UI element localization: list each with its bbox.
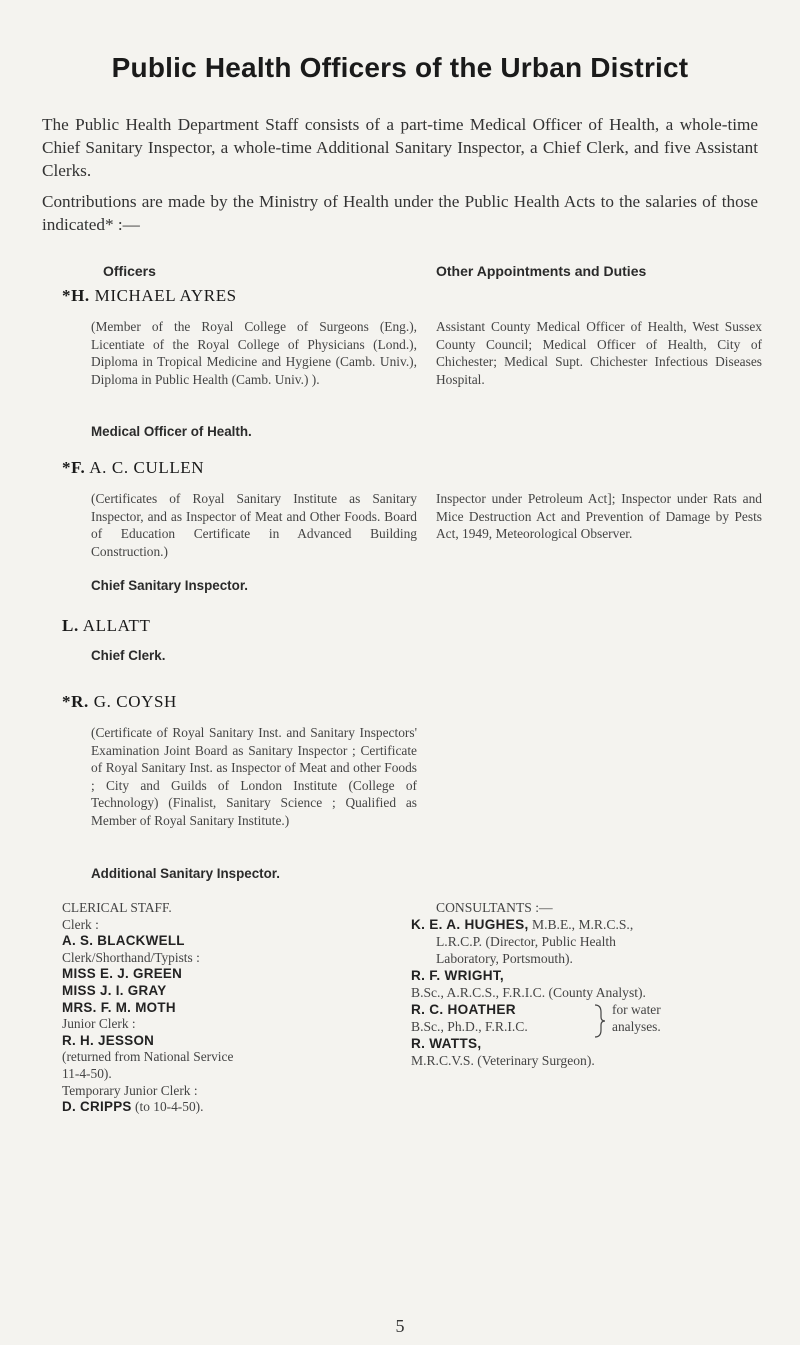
- officer-other-duties: Assistant County Medical Officer of Health, West Sussex County Council; Medical Officer of Health, City of Chichester; Medical Supt. Chichester Infectious Diseases Hospital.: [436, 319, 762, 387]
- clerical-name: MISS J. I. GRAY: [62, 982, 167, 998]
- brace-note: for water: [612, 1002, 661, 1017]
- officer-mark: L.: [62, 616, 79, 635]
- clerical-heading: CLERICAL STAFF.: [62, 900, 172, 915]
- clerical-line: (returned from National Service: [62, 1049, 234, 1065]
- clerical-name: D. CRIPPS: [62, 1099, 132, 1115]
- consultant-hoather: [411, 1002, 516, 1019]
- officer-name: [62, 458, 204, 478]
- consultant-quals: M.B.E., M.R.C.S.,: [532, 917, 634, 932]
- clerical-last-line: [62, 1099, 362, 1116]
- officers-column-heading: Officers: [103, 263, 156, 279]
- officer-name: [62, 286, 237, 306]
- consultant-wright: [411, 968, 504, 985]
- consultant-detail: M.R.C.V.S. (Veterinary Surgeon).: [411, 1053, 595, 1068]
- consultant-detail: B.Sc., Ph.D., F.R.I.C.: [411, 1019, 528, 1034]
- brace-icon: [592, 1004, 608, 1038]
- consultant-name: K. E. A. HUGHES,: [411, 917, 529, 932]
- consultant-detail: B.Sc., A.R.C.S., F.R.I.C. (County Analyst).: [411, 985, 646, 1000]
- consultant-name: R. WATTS,: [411, 1036, 482, 1051]
- consultants-heading: CONSULTANTS :—: [436, 900, 553, 915]
- officer-role: Additional Sanitary Inspector.: [91, 866, 280, 881]
- consultant-hughes: [411, 917, 633, 934]
- officer-name: [62, 616, 151, 636]
- officer-mark: *H.: [62, 286, 90, 305]
- officer-mark: *F.: [62, 458, 86, 477]
- brace-note: analyses.: [612, 1019, 661, 1034]
- officer-qualifications: (Member of the Royal College of Surgeons (Eng.), Licentiate of the Royal College of Physicians (Lond.), Diploma in Tropical Medicine and Hygiene (Camb. Univ.), Diploma in Public Health (Camb. Univ.) ).: [91, 319, 417, 387]
- page-title: Public Health Officers of the Urban District: [111, 52, 689, 83]
- clerical-line: Junior Clerk :: [62, 1016, 136, 1032]
- officer-role: Chief Clerk.: [91, 648, 166, 663]
- clerical-name: MRS. F. M. MOTH: [62, 999, 176, 1015]
- clerical-line: 11-4-50).: [62, 1065, 112, 1081]
- officer-mark: *R.: [62, 692, 89, 711]
- clerical-name: R. H. JESSON: [62, 1032, 155, 1048]
- consultant-name: R. C. HOATHER: [411, 1002, 516, 1017]
- clerical-line: Clerk/Shorthand/Typists :: [62, 949, 200, 965]
- officer-surname: ALLATT: [82, 616, 151, 635]
- other-duties-column-heading: Other Appointments and Duties: [436, 263, 647, 279]
- consultant-detail: Laboratory, Portsmouth).: [436, 951, 573, 966]
- intro-paragraph-1: The Public Health Department Staff consists of a part-time Medical Officer of Health, a whole-time Chief Sanitary Inspector, a whole-time Additional Sanitary Inspector, a Chief Clerk, and five Assistant Clerks.: [42, 115, 758, 180]
- officer-qualifications: (Certificates of Royal Sanitary Institute as Sanitary Inspector, and as Inspector of Meat and Other Foods. Board of Education Certificate in Advanced Building Construction.): [91, 491, 417, 559]
- clerical-line: Clerk :: [62, 916, 99, 932]
- consultant-detail: L.R.C.P. (Director, Public Health: [436, 934, 616, 949]
- consultant-name: R. F. WRIGHT,: [411, 968, 505, 983]
- officer-qualifications: (Certificate of Royal Sanitary Inst. and Sanitary Inspectors' Examination Joint Board as Sanitary Inspector ; Certificate of Royal Sanitary Inst. as Inspector of Meat and other Foods ; City and Guilds of London Institute (College of Technology) (Finalist, Sanitary Science ; Qualified as Member of Royal Sanitary Institute.): [91, 725, 417, 828]
- officer-surname: G. COYSH: [93, 692, 177, 711]
- clerical-name: A. S. BLACKWELL: [62, 933, 185, 949]
- officer-other-duties: Inspector under Petroleum Act]; Inspector under Rats and Mice Destruction Act and Prevention of Damage by Pests Act, 1949, Meteorological Observer.: [436, 491, 762, 542]
- officer-name: [62, 692, 177, 712]
- consultant-watts: [411, 1036, 481, 1053]
- intro-paragraph-2: Contributions are made by the Ministry of Health under the Public Health Acts to the salaries of those indicated* :—: [42, 192, 758, 234]
- clerical-staff: [62, 900, 362, 1116]
- officer-surname: A. C. CULLEN: [89, 458, 205, 477]
- page-number: 5: [395, 1316, 405, 1336]
- officer-surname: MICHAEL AYRES: [94, 286, 237, 305]
- clerical-name: MISS E. J. GREEN: [62, 966, 183, 982]
- clerical-note: (to 10-4-50).: [135, 1099, 204, 1115]
- clerical-line: Temporary Junior Clerk :: [62, 1082, 198, 1098]
- officer-role: Medical Officer of Health.: [91, 424, 252, 439]
- officer-role: Chief Sanitary Inspector.: [91, 578, 249, 593]
